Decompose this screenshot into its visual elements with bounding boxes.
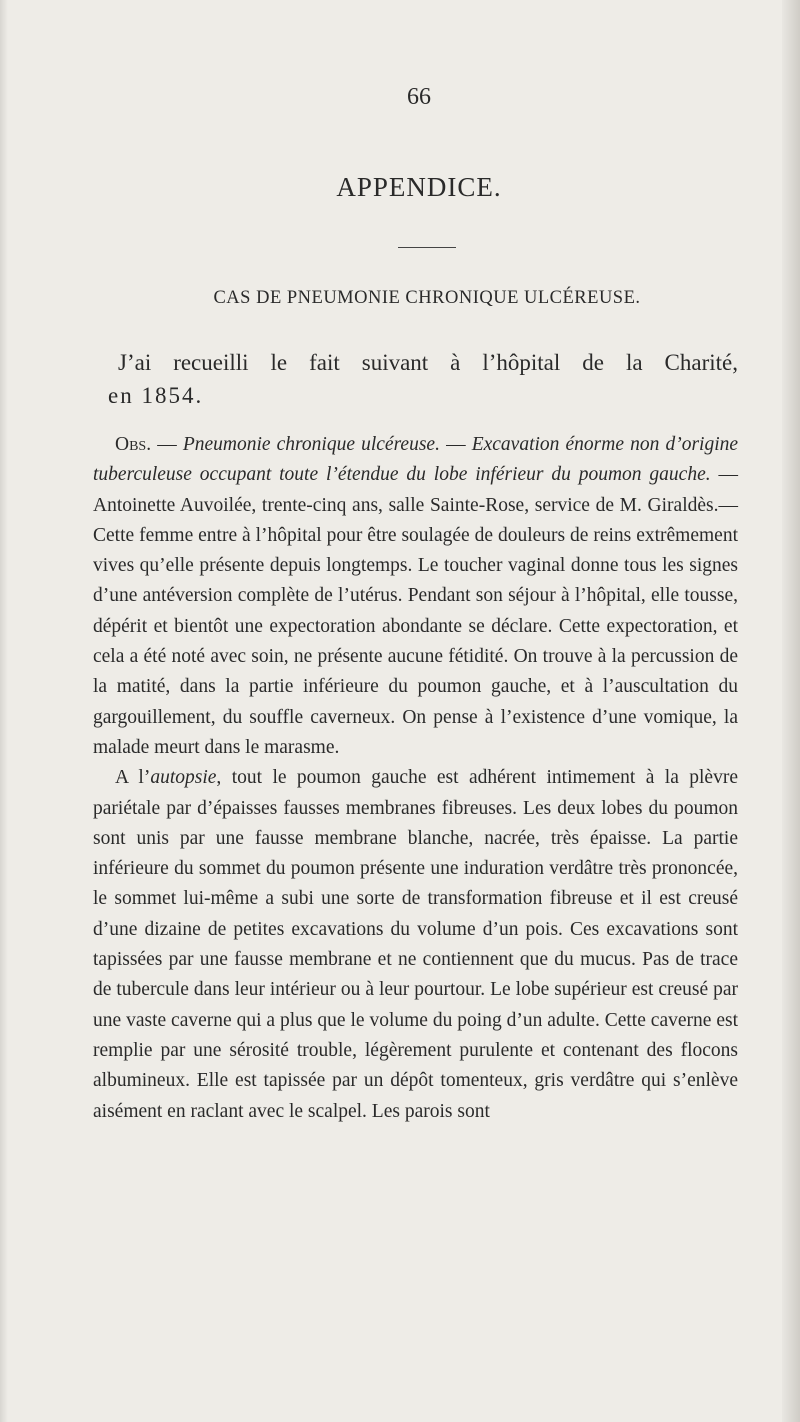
intro-paragraph [108, 346, 738, 412]
observation-dash-1: — [151, 434, 183, 455]
page-number: 66 [407, 84, 431, 110]
observation-paragraph [93, 430, 738, 763]
autopsy-paragraph [93, 763, 738, 1127]
autopsy-text: , tout le poumon gauche est adhérent intimement à la plèvre pariétale par d’épaisses fausses membranes fibreuses. Les deux lobes du poumon sont unis par une fausse membrane blanche, nacrée, très épaisse. La partie inférieure du sommet du poumon présente une induration verdâtre très prononcée, le sommet lui-même a subi une sorte de transformation fibreuse et il est creusé d’une dizaine de petites excavations du volume d’un pois. Ces excavations sont tapissées par une fausse membrane et ne contiennent que du mucus. Pas de trace de tubercule dans leur intérieur ou à leur pourtour. Le lobe supérieur est creusé par une vaste caverne qui a plus que le volume du poing d’un adulte. Cette caverne est remplie par une sérosité trouble, légèrement purulente et contenant des flocons albumineux. Elle est tapissée par un dépôt tomenteux, gris verdâtre qui s’enlève aisément en raclant avec le scalpel. Les parois sont [93, 767, 738, 1122]
case-heading: CAS DE PNEUMONIE CHRONIQUE ULCÉREUSE. [213, 288, 641, 308]
observation-text: — Antoinette Auvoilée, trente-cinq ans, salle Sainte-Rose, service de M. Giraldès.—Cette femme entre à l’hôpital pour être soulagée de douleurs de reins extrêmement vives qu’elle présente depuis longtemps. Le toucher vaginal donne tous les signes d’une antéversion complète de l’utérus. Pendant son séjour à l’hôpital, elle tousse, dépérit et bientôt une expectoration abondante se déclare. Cette expectoration, et cela a été noté avec soin, ne présente aucune fétidité. On trouve à la percussion de la matité, dans la partie inférieure du poumon gauche, et à l’auscultation du gargouillement, du souffle caverneux. On pense à l’existence d’une vomique, la malade meurt dans le marasme. [93, 464, 738, 758]
observation-dash-2: — [439, 434, 472, 455]
intro-line-2: en 1854. [108, 383, 204, 408]
title-divider [398, 247, 456, 248]
observation-heading: Pneumonie chronique ulcéreuse. [182, 434, 440, 455]
section-title: APPENDICE. [336, 172, 502, 202]
autopsy-term: autopsie [150, 767, 217, 789]
intro-line-1: J’ai recueilli le fait suivant à l’hôpital de la Charité, [118, 350, 738, 375]
observation-label: Obs. [115, 434, 152, 455]
body-text [93, 430, 738, 1127]
page-right-edge [782, 0, 800, 1422]
observation-heading-2: Excavation énorme non d’origine tuberculeuse occupant toute l’étendue du lobe inférieur du poumon gauche. [93, 434, 739, 486]
autopsy-prefix: A l’ [115, 767, 151, 789]
page-left-edge [0, 0, 8, 1422]
